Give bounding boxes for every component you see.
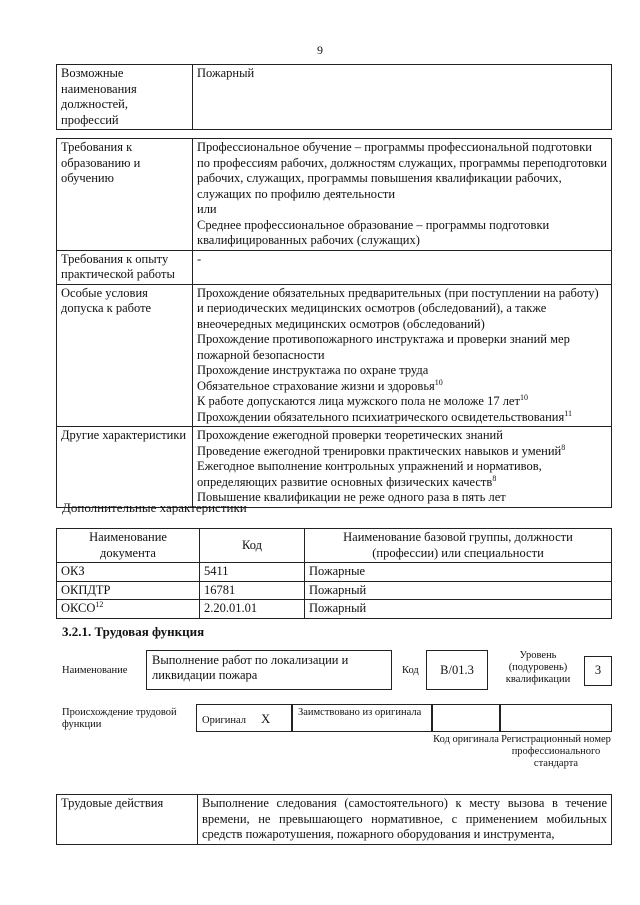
actions-text: Выполнение следования (самостоятельного) к месту вызова в течение времени, не превышающего нормативное, с применением мобильных средств пожаротушения, пожарного оборудования и инструмента, <box>198 795 612 845</box>
positions-label: Возможные наименования должностей, профессий <box>57 65 193 130</box>
education-label: Требования к образованию и обучению <box>57 139 193 251</box>
table-row <box>57 139 612 251</box>
education-value <box>193 139 612 251</box>
footnote-ref: 8 <box>492 473 497 483</box>
function-level-label: Уровень (подуровень) квалификации <box>505 650 571 685</box>
admission-line <box>197 332 607 363</box>
footnote-ref: 8 <box>561 442 566 452</box>
row-code: 5411 <box>200 563 305 582</box>
additional-table <box>56 528 612 619</box>
other-line-text: Прохождение ежегодной проверки теоретических знаний <box>197 428 503 442</box>
function-code-value: B/01.3 <box>426 650 488 690</box>
original-label: Оригинал <box>202 715 246 726</box>
table-row <box>57 250 612 284</box>
additional-title: Дополнительные характеристики <box>62 500 247 515</box>
other-line <box>197 459 607 490</box>
table-row <box>57 581 612 600</box>
table-row <box>57 284 612 427</box>
row-doc: ОКПДТР <box>57 581 200 600</box>
function-name-value: Выполнение работ по локализации и ликвидации пожара <box>146 650 392 690</box>
table-row <box>57 529 612 563</box>
education-line: Профессиональное обучение – программы профессиональной подготовки по профессиям рабочих, должностям служащих, программы переподготовки рабочих, служащих, программы повышения квалификации рабочих, служащих по профилю деятельности <box>197 140 607 201</box>
requirements-table <box>56 138 612 508</box>
footnote-ref: 12 <box>95 599 104 609</box>
other-line <box>197 444 607 460</box>
header-code: Код <box>200 529 305 563</box>
function-code-label: Код <box>402 665 419 676</box>
table-row <box>57 600 612 619</box>
function-heading: 3.2.1. Трудовая функция <box>62 624 205 639</box>
reg-number-label: Регистрационный номер профессионального стандарта <box>501 734 611 769</box>
admission-line <box>197 394 607 410</box>
row-code: 2.20.01.01 <box>200 600 305 619</box>
admission-line <box>197 410 607 426</box>
origin-reg-cell <box>500 704 612 732</box>
other-line-text: Повышение квалификации не реже одного раза в пять лет <box>197 490 506 504</box>
code-original-label: Код оригинала <box>433 734 499 745</box>
admission-line <box>197 379 607 395</box>
admission-line-text: Прохождение инструктажа по охране труда <box>197 363 429 377</box>
positions-table <box>56 64 612 130</box>
actions-label: Трудовые действия <box>57 795 198 845</box>
header-group: Наименование базовой группы, должности (профессии) или специальности <box>305 529 612 563</box>
admission-line-text: Прохождение обязательных предварительных (при поступлении на работу) и периодических медицинских осмотров (обследований), а также внеочередных медицинских осмотров (обследований) <box>197 285 599 331</box>
positions-value: Пожарный <box>193 65 612 130</box>
function-level-value: 3 <box>584 656 612 686</box>
admission-line-text: К работе допускаются лица мужского пола не моложе 17 лет <box>197 394 520 408</box>
experience-label: Требования к опыту практической работы <box>57 250 193 284</box>
page-number: 9 <box>317 43 323 57</box>
function-name-label: Наименование <box>62 665 128 676</box>
other-line-text: Проведение ежегодной тренировки практических навыков и умений <box>197 443 562 458</box>
experience-value: - <box>193 250 612 284</box>
original-mark: X <box>261 712 271 726</box>
origin-borrowed-cell: Заимствовано из оригинала <box>292 704 432 732</box>
admission-line-text: Прохождении обязательного психиатрического освидетельствования <box>197 409 565 424</box>
other-label: Другие характеристики <box>57 427 193 508</box>
origin-label: Происхождение трудовой функции <box>62 707 177 730</box>
row-doc <box>57 600 200 619</box>
row-name: Пожарный <box>305 600 612 619</box>
footnote-ref: 11 <box>564 408 572 418</box>
table-row <box>57 795 612 845</box>
row-doc: ОКЗ <box>57 563 200 582</box>
row-name: Пожарный <box>305 581 612 600</box>
admission-line <box>197 286 607 333</box>
admission-line <box>197 363 607 379</box>
admission-value <box>193 284 612 427</box>
admission-line-text: Обязательное страхование жизни и здоровья <box>197 378 435 393</box>
table-row <box>57 563 612 582</box>
table-row <box>57 427 612 508</box>
table-row <box>57 65 612 130</box>
footnote-ref: 10 <box>434 377 443 387</box>
other-line-text: Ежегодное выполнение контрольных упражнений и нормативов, определяющих развитие основных физических качеств <box>197 459 542 489</box>
other-value <box>193 427 612 508</box>
education-line: или <box>197 202 217 216</box>
header-document: Наименование документа <box>57 529 200 563</box>
other-line <box>197 428 607 444</box>
origin-code-cell <box>432 704 500 732</box>
actions-table <box>56 794 612 845</box>
row-name: Пожарные <box>305 563 612 582</box>
origin-original-cell <box>196 704 292 732</box>
footnote-ref: 10 <box>519 392 528 402</box>
admission-line-text: Прохождение противопожарного инструктажа и проверки знаний мер пожарной безопасности <box>197 332 570 362</box>
row-doc-text: ОКСО <box>61 601 96 615</box>
other-line <box>197 490 607 506</box>
row-code: 16781 <box>200 581 305 600</box>
education-line: Среднее профессиональное образование – программы подготовки квалифицированных рабочих (служащих) <box>197 217 550 247</box>
admission-label: Особые условия допуска к работе <box>57 284 193 427</box>
